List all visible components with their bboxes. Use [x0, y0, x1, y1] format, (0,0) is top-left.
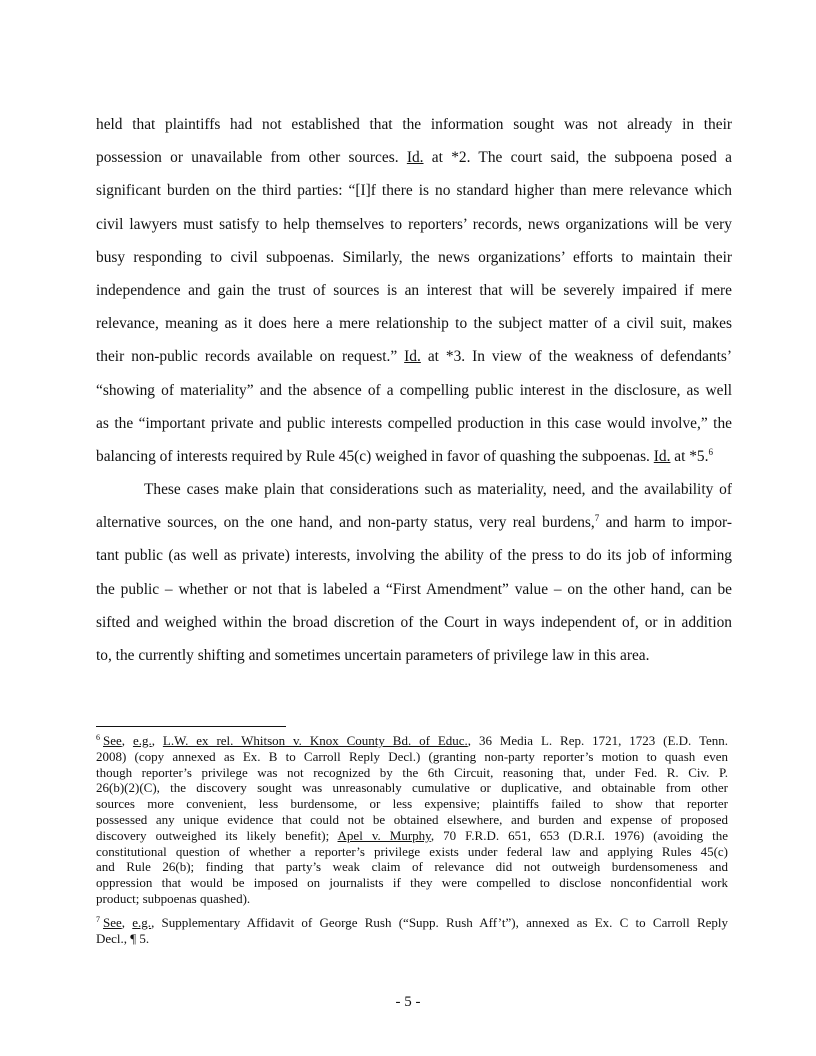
body-line: alternative sources, on the one hand, and non-party status, very real burdens,$^7$ and harm to impor- [96, 513, 732, 532]
body-line: busy responding to civil subpoenas. Similarly, the news organizations’ efforts to maintain their [96, 248, 732, 266]
body-line: as the “important private and public interests compelled production in this case would involve,” the [96, 414, 732, 432]
footnote-line: sources more convenient, less burdensome, or less expensive; plaintiffs failed to show that reporter [96, 796, 728, 812]
footnote-ref[interactable]: 7 [594, 513, 600, 524]
footnote-line: discovery outweighed its likely benefit); Apel v. Murphy, 70 F.R.D. 651, 653 (D.R.I. 1976) (avoiding the [96, 827, 729, 843]
body-line: balancing of interests required by Rule 45(c) weighed in favor of quashing the subpoenas. Id. at *5.$^6$ [96, 446, 713, 465]
body-line: civil lawyers must satisfy to help themselves to reporters’ records, news organizations will be very [96, 215, 732, 233]
citation-id: Id. [653, 447, 671, 465]
footnote-line: though reporter’s privilege was not recognized by the 6th Circuit, reasoning that, under Fed. R. Civ. P. [96, 764, 728, 780]
body-line: tant public (as well as private) interests, involving the ability of the press to do its job of informing [96, 547, 732, 565]
body-line: relevance, meaning as it does here a mere relationship to the subject matter of a civil suit, makes [96, 315, 732, 333]
footnote-7 [96, 915, 728, 947]
case-citation: L.W. ex rel. Whitson v. Knox County Bd. of Educ. [162, 733, 468, 748]
body-line: significant burden on the third parties: “[I]f there is no standard higher than mere relevance which [96, 182, 732, 200]
footnote-line: $^6$ See, e.g., L.W. ex rel. Whitson v. Knox County Bd. of Educ., 36 Media L. Rep. 1721, 1723 (E.D. Tenn. [96, 733, 729, 748]
footnote-line: 2008) (copy annexed as Ex. B to Carroll Reply Decl.) (granting non-party reporter’s motion to quash even [96, 748, 728, 764]
footnote-line: and Rule 26(b); finding that party’s weak claim of relevance did not outweigh burdensomeness and [96, 859, 728, 875]
footnote-line: constitutional question of whether a reporter’s privilege exists under federal law and applying Rules 45(c) [96, 843, 728, 859]
body-line: their non-public records available on request.” Id. at *3. In view of the weakness of defendants’ [96, 348, 732, 366]
footnote-6 [96, 733, 728, 907]
footnote-line: $^7$ See, e.g., Supplementary Affidavit of George Rush (“Supp. Rush Aff’t”), annexed as Ex. C to Carroll Reply [96, 914, 729, 930]
body-text [96, 108, 732, 672]
body-line: possession or unavailable from other sources. Id. at *2. The court said, the subpoena posed a [96, 149, 732, 167]
footnote-line: oppression that would be imposed on journalists if they were compelled to disclose nonconfidential work [96, 875, 728, 891]
citation-id: Id. [404, 348, 421, 366]
body-line: sifted and weighed within the broad discretion of the Court in ways independent of, or in addition [96, 613, 732, 631]
footnote-line: Decl., ¶ 5. [96, 930, 150, 946]
footnote-marker: 7 [96, 914, 100, 924]
footnote-line: 26(b)(2)(C), the discovery sought was unreasonably cumulative or duplicative, and obtainable from other [96, 780, 728, 796]
body-line: to, the currently shifting and sometimes uncertain parameters of privilege law in this area. [96, 647, 650, 664]
body-line: independence and gain the trust of sources is an interest that will be severely impaired if mere [96, 281, 732, 299]
footnote-ref[interactable]: 6 [708, 446, 713, 457]
footnotes [96, 733, 728, 946]
case-citation: Apel v. Murphy [337, 827, 431, 843]
citation-id: Id. [406, 149, 424, 167]
footnote-marker: 6 [96, 733, 100, 742]
body-line: “showing of materiality” and the absence of a compelling public interest in the disclosure, as well [96, 381, 732, 399]
footnote-separator [96, 726, 286, 727]
body-line: the public – whether or not that is labeled a “First Amendment” value – on the other hand, can be [96, 580, 732, 598]
page-number: - 5 - [395, 994, 421, 1010]
footnote-line: product; subpoenas quashed). [96, 890, 251, 906]
body-line: held that plaintiffs had not established that the information sought was not already in their [96, 116, 732, 133]
body-line: These cases make plain that considerations such as materiality, need, and the availability of [144, 481, 732, 499]
footnote-line: possessed any unique evidence that could not be obtained elsewhere, and burden and expense of proposed [96, 811, 728, 827]
